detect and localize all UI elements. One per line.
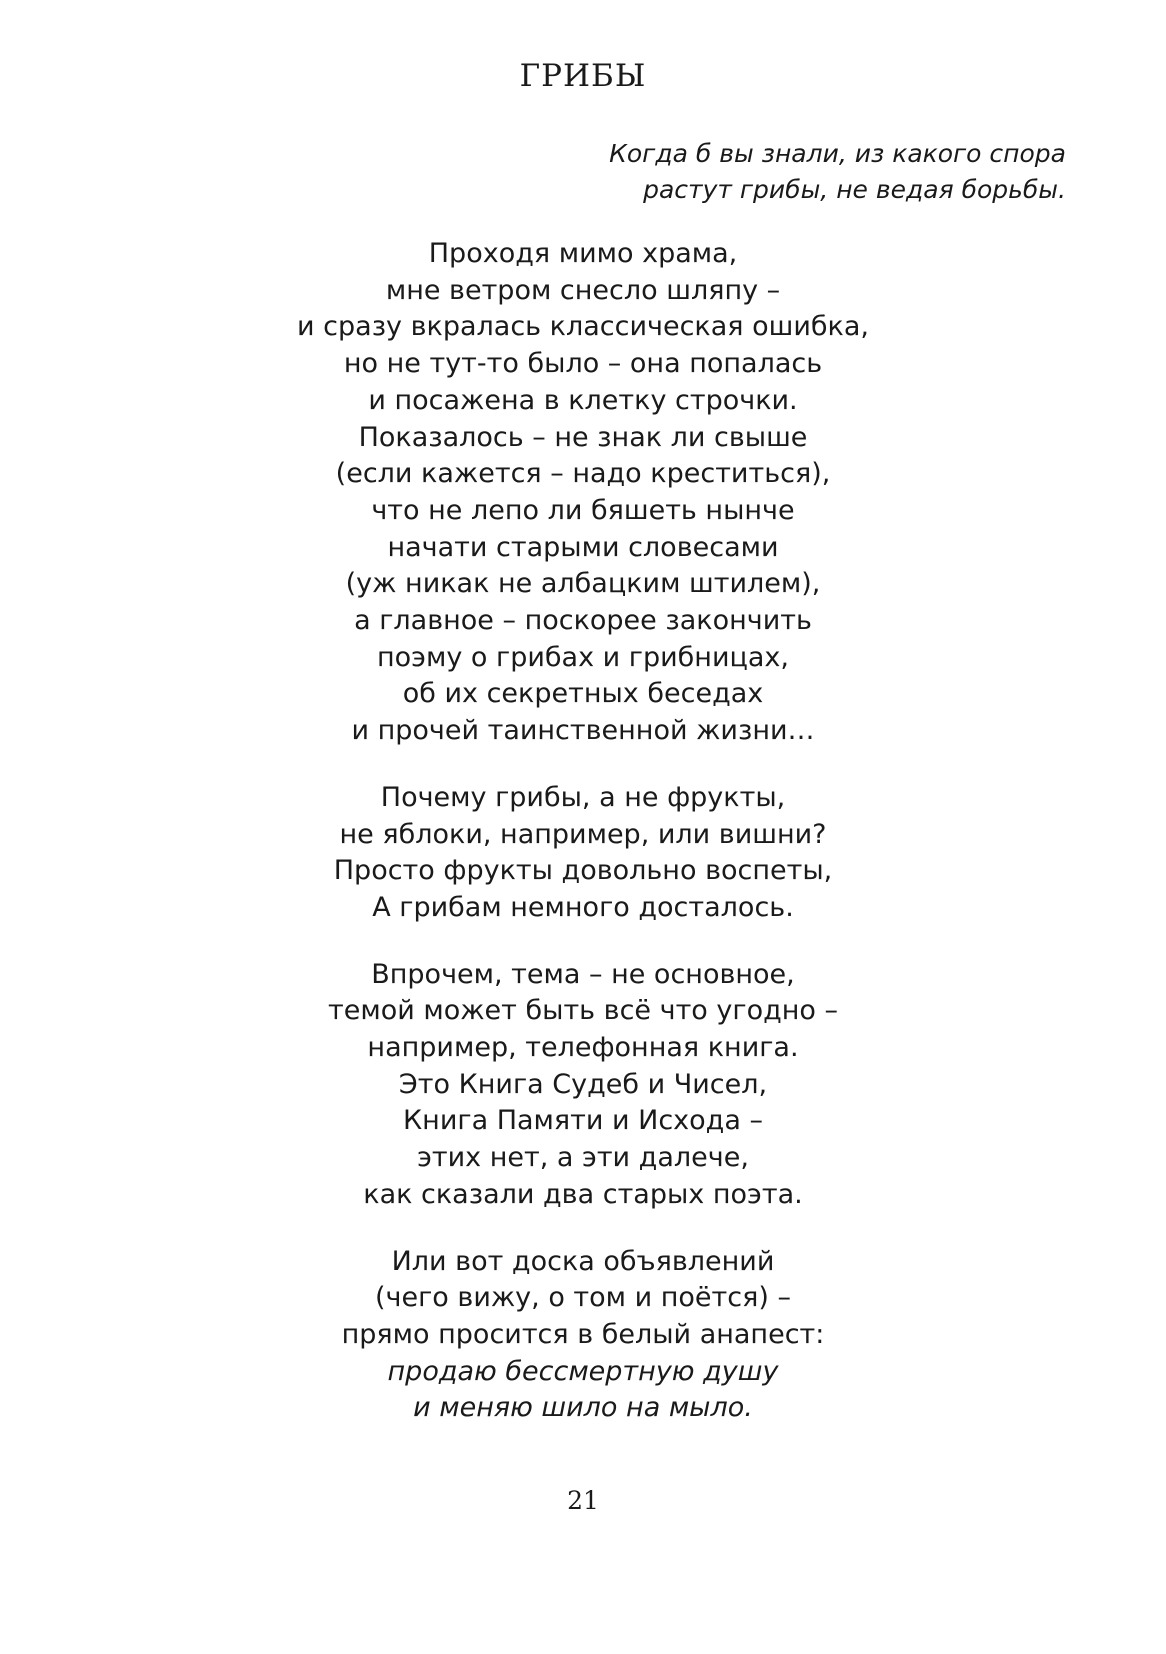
poem-line: Почему грибы, а не фрукты, [380, 781, 786, 813]
poem-line: этих нет, а эти далече, [417, 1142, 749, 1174]
poem-line: но не тут-то было – она попалась [343, 348, 823, 380]
poem-line: начати старыми словесами [387, 531, 779, 563]
poem-line: А грибам немного досталось. [372, 891, 794, 923]
poem-line: и сразу вкралась классическая ошибка, [297, 311, 869, 343]
poem-line: Показалось – не знак ли свыше [358, 421, 808, 453]
poem-line: прямо просится в белый анапест: [341, 1318, 825, 1350]
poem-line: (уж никак не албацким штилем), [345, 568, 821, 600]
poem-line: Книга Памяти и Исхода – [403, 1105, 763, 1137]
epigraph-line: Когда б вы знали, из какого спора [609, 139, 1066, 168]
poem-line: не яблоки, например, или вишни? [339, 818, 827, 850]
poem-line: продаю бессмертную душу [387, 1355, 779, 1387]
poem-line: об их секретных беседах [402, 678, 764, 710]
poem-line: и посажена в клетку строчки. [368, 384, 798, 416]
poem-line: темой может быть всё что угодно – [327, 995, 839, 1027]
poem-line: Это Книга Судеб и Чисел, [398, 1068, 768, 1100]
epigraph-line: растут грибы, не ведая борьбы. [643, 175, 1066, 204]
stanza [0, 780, 1166, 927]
poem-line: Просто фрукты довольно воспеты, [333, 855, 833, 887]
poem-line: поэму о грибах и грибницах, [377, 641, 789, 673]
poem-line: как сказали два старых поэта. [363, 1178, 803, 1210]
poem-line: (чего вижу, о том и поётся) – [375, 1282, 791, 1314]
poem-line: (если кажется – надо креститься), [335, 458, 831, 490]
stanza [0, 957, 1166, 1214]
page-number: 21 [567, 1486, 599, 1515]
stanza [0, 1244, 1166, 1428]
poem-line: что не лепо ли бяшеть нынче [371, 494, 795, 526]
poem-title: ГРИБЫ [519, 58, 647, 94]
poem-line: а главное – поскорее закончить [354, 605, 812, 637]
poem-line: Или вот доска объявлений [391, 1245, 775, 1277]
poem-line: например, телефонная книга. [367, 1032, 799, 1064]
poem-line: мне ветром снесло шляпу – [385, 274, 781, 306]
poem-line: Проходя мимо храма, [428, 238, 738, 269]
poem-body [0, 236, 1166, 1457]
poem-line: Впрочем, тема – не основное, [371, 958, 795, 990]
stanza [0, 236, 1166, 750]
epigraph [366, 136, 1066, 208]
poem-line: и прочей таинственной жизни… [351, 715, 815, 747]
poem-line: и меняю шило на мыло. [413, 1392, 753, 1424]
